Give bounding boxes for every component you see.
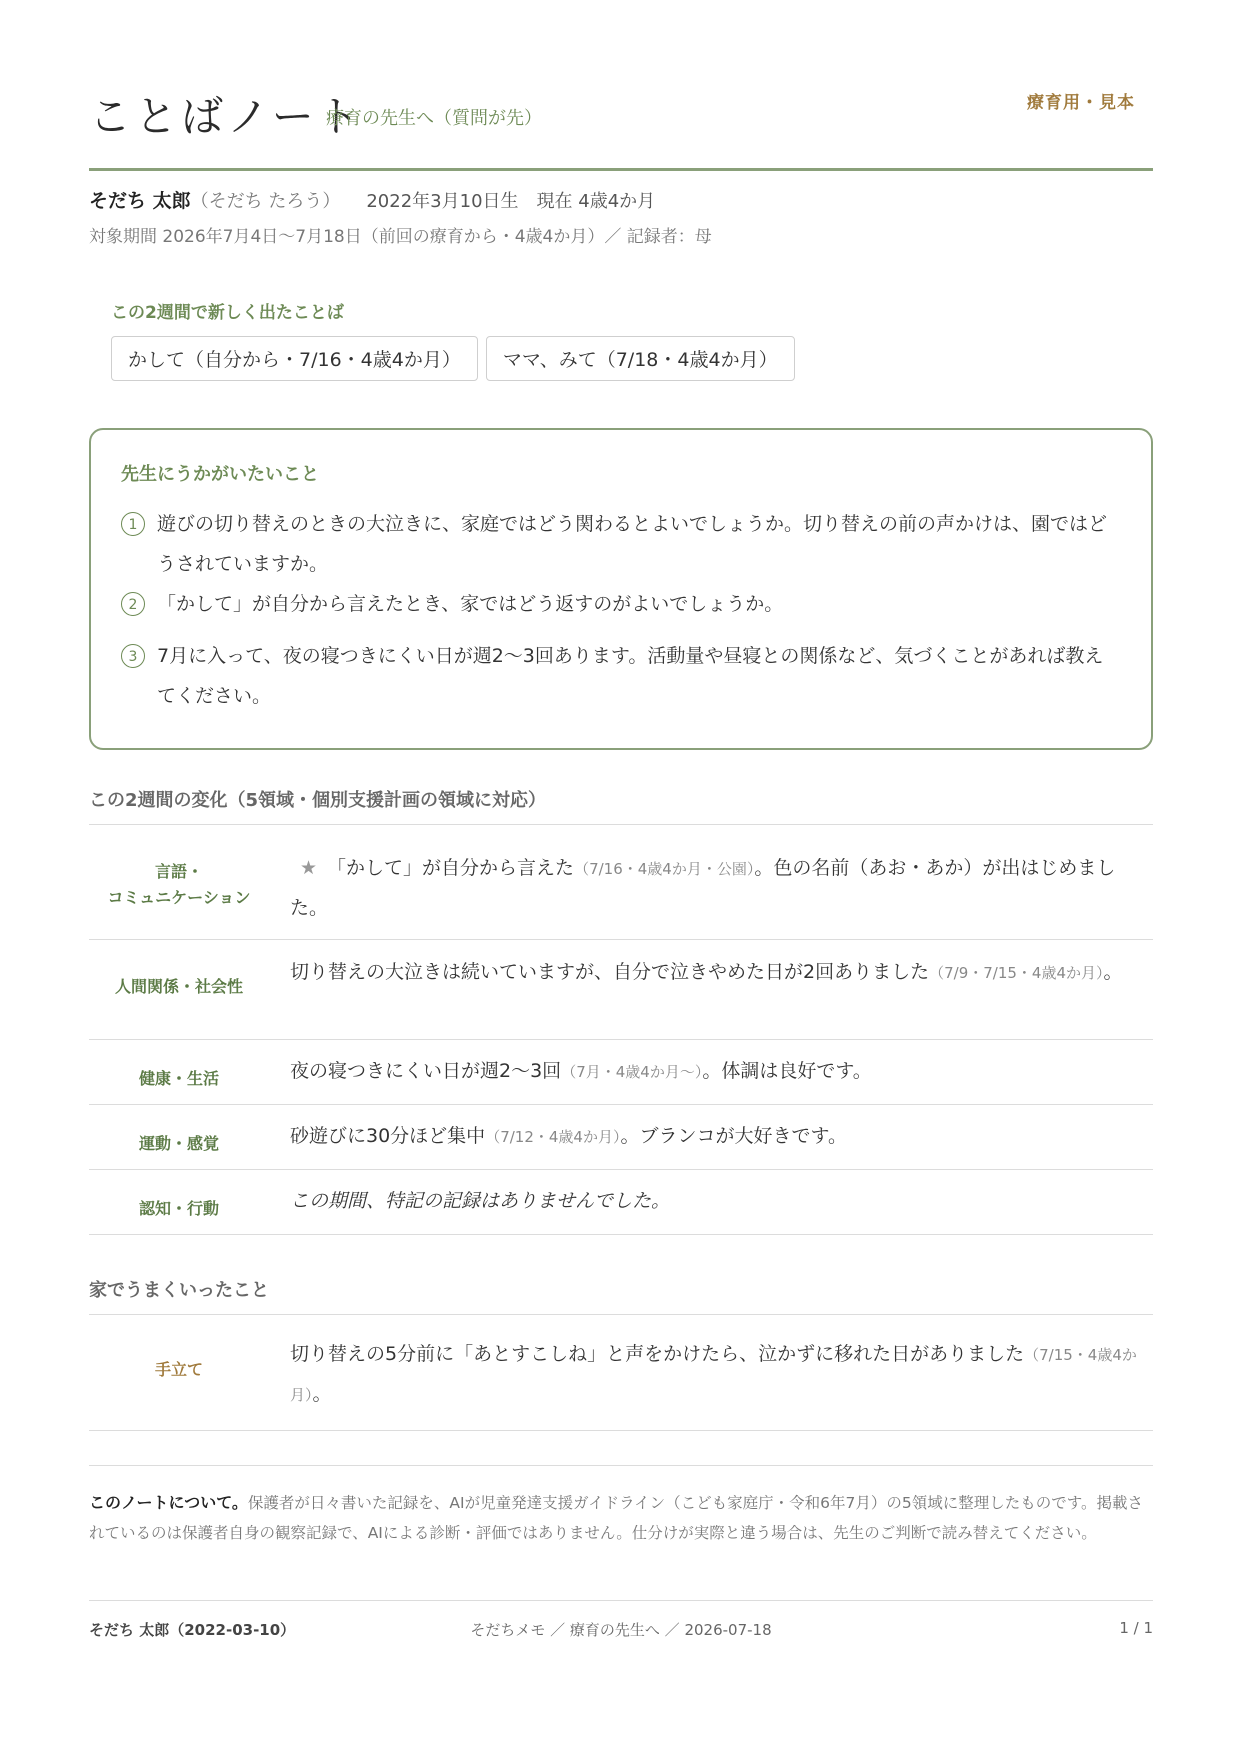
domain-row-health xyxy=(89,1040,1153,1105)
question-number: 1 xyxy=(121,512,145,536)
domain-text: 夜の寝つきにくい日が週2〜3回 xyxy=(290,1060,562,1082)
child-age: 現在 4歳4か月 xyxy=(536,191,656,212)
domain-note: （7/12・4歳4か月） xyxy=(485,1128,621,1146)
child-name: そだち 太郎 xyxy=(89,190,191,212)
new-words-title: この2週間で新しく出たことば xyxy=(111,303,344,323)
questions-title: 先生にうかがいたいこと xyxy=(121,464,319,485)
domain-content xyxy=(290,953,1150,993)
domain-row-social xyxy=(89,940,1153,1040)
domain-note: （7月・4歳4か月〜） xyxy=(561,1063,703,1081)
domain-content xyxy=(290,849,1150,928)
question-number: 2 xyxy=(121,592,145,616)
domain-note: （7/16・4歳4か月・公園） xyxy=(574,860,755,878)
record-period: 対象期間 2026年7月4日〜7月18日（前回の療育から・4歳4か月）／ 記録者：母 xyxy=(89,227,712,247)
question-item xyxy=(121,636,1121,716)
domain-text: 。体調は良好です。 xyxy=(702,1060,872,1082)
child-kana: （そだち たろう） xyxy=(190,191,341,212)
success-label: 手立て xyxy=(154,1360,203,1379)
page-title: ことばノート xyxy=(89,92,364,141)
divider xyxy=(89,1465,1153,1466)
domain-text: 砂遊びに30分ほど集中 xyxy=(290,1125,486,1147)
domain-text: 。 xyxy=(1103,961,1123,983)
success-title: 家でうまくいったこと xyxy=(89,1280,269,1301)
question-text: 遊びの切り替えのときの大泣きに、家庭ではどう関わるとよいでしょうか。切り替えの前の声かけは、園ではどうされていますか。 xyxy=(157,513,1108,575)
new-words-list xyxy=(111,336,795,381)
domain-row-cognition xyxy=(89,1170,1153,1235)
changes-title: この2週間の変化（5領域・個別支援計画の領域に対応） xyxy=(89,790,547,811)
new-word-chip: かして（自分から・7/16・4歳4か月） xyxy=(111,336,478,381)
domain-content xyxy=(290,1117,1150,1157)
question-text: 7月に入って、夜の寝つきにくい日が週2〜3回あります。活動量や昼寝との関係など、気づくことがあれば教えてください。 xyxy=(157,645,1104,707)
footer-center: そだちメモ ／ 療育の先生へ ／ 2026-07-18 xyxy=(470,1621,772,1639)
child-info xyxy=(89,186,655,213)
domain-text: 。ブランコが大好きです。 xyxy=(620,1125,847,1147)
success-note: （7/15・4歳4か月） xyxy=(290,1346,1137,1404)
domain-text: 。色の名前（あお・あか）が出はじめました。 xyxy=(290,857,1116,919)
domain-label-line: コミュニケーション xyxy=(107,888,251,907)
question-text: 「かして」が自分から言えたとき、家ではどう返すのがよいでしょうか。 xyxy=(157,593,784,615)
domain-content: この期間、特記の記録はありませんでした。 xyxy=(290,1190,671,1212)
domain-label: 運動・感覚 xyxy=(138,1134,219,1153)
star-icon: ★ xyxy=(300,857,318,879)
child-birth: 2022年3月10日生 xyxy=(366,191,519,212)
success-content xyxy=(290,1335,1150,1415)
domain-label-line: 言語・ xyxy=(154,862,203,881)
question-item xyxy=(121,504,1121,584)
domain-label xyxy=(89,859,269,911)
success-text: 切り替えの5分前に「あとすこしね」と声をかけたら、泣かずに移れた日がありました xyxy=(290,1343,1025,1365)
domain-label: 人間関係・社会性 xyxy=(114,977,243,996)
questions-box xyxy=(89,428,1153,750)
domain-label: 健康・生活 xyxy=(138,1069,219,1088)
domain-label: 認知・行動 xyxy=(138,1199,219,1218)
footer xyxy=(89,1600,1153,1645)
about-lead: このノートについて。 xyxy=(89,1493,248,1512)
footer-left: そだち 太郎（2022-03-10） xyxy=(89,1621,296,1639)
success-row xyxy=(89,1315,1153,1431)
domain-text: 「かして」が自分から言えた xyxy=(327,857,575,879)
page-subtitle: 療育の先生へ（質問が先） xyxy=(326,108,542,129)
question-item xyxy=(121,584,1121,624)
page-number: 1 / 1 xyxy=(1119,1619,1153,1637)
domain-content xyxy=(290,1052,1150,1092)
sample-badge: 療育用・見本 xyxy=(1027,93,1135,113)
about-text: 保護者が日々書いた記録を、AIが児童発達支援ガイドライン（こども家庭庁・令和6年7月）の5領域に整理したものです。掲載されているのは保護者自身の観察記録で、AIによる診断・評価ではありません。仕分けが実際と違う場合は、先生のご判断で読み替えてください。 xyxy=(89,1494,1143,1542)
domain-row-language xyxy=(89,825,1153,940)
domain-row-motor xyxy=(89,1105,1153,1170)
success-text: 。 xyxy=(312,1383,332,1405)
domain-text: 切り替えの大泣きは続いていますが、自分で泣きやめた日が2回ありました xyxy=(290,961,930,983)
question-number: 3 xyxy=(121,644,145,668)
about-note xyxy=(89,1488,1153,1548)
new-word-chip: ママ、みて（7/18・4歳4か月） xyxy=(486,336,795,381)
header xyxy=(89,78,1153,171)
domain-note: （7/9・7/15・4歳4か月） xyxy=(929,964,1104,982)
